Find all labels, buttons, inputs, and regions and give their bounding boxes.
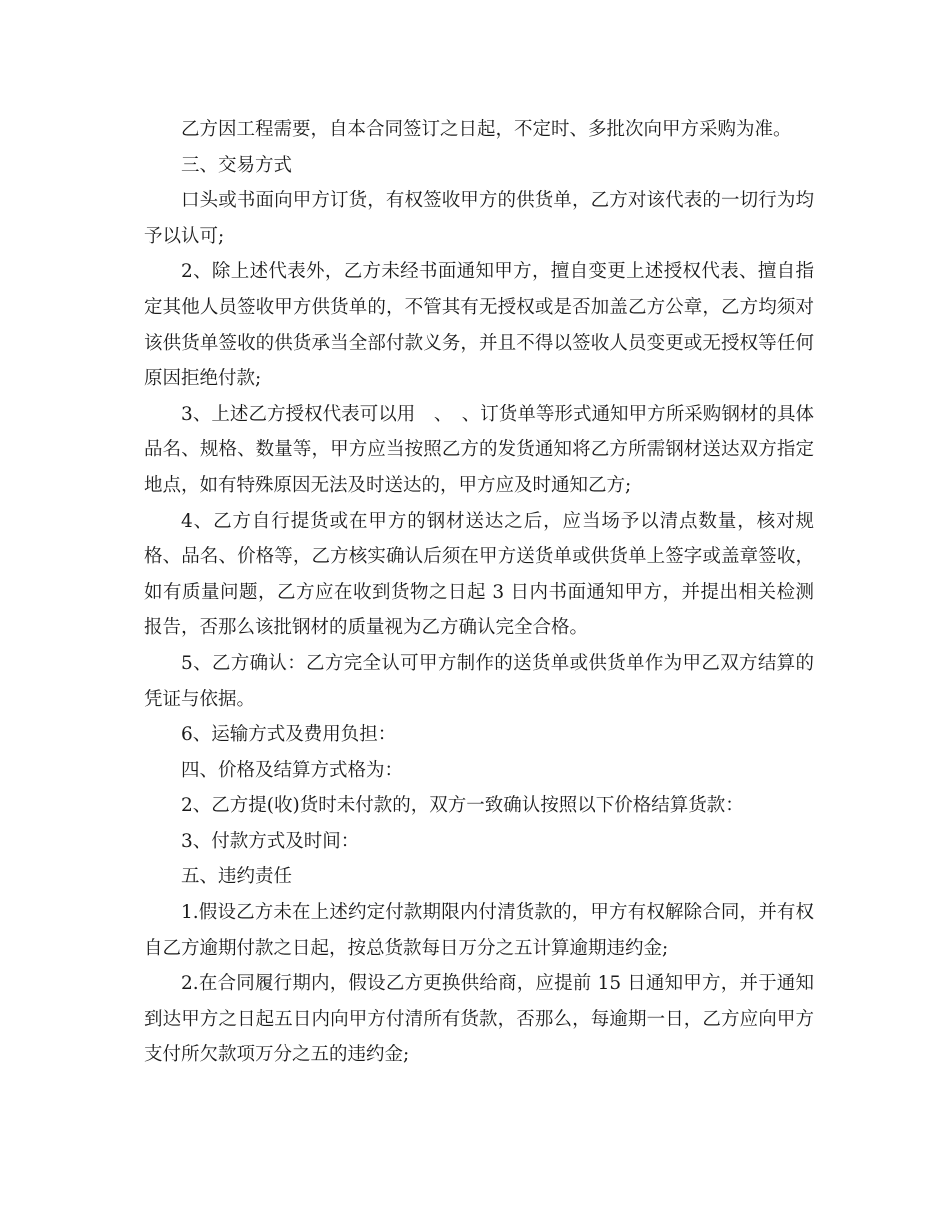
paragraph-liability-1: 1.假设乙方未在上述约定付款期限内付清货款的，甲方有权解除合同，并有权自乙方逾期付款之日起，按总货款每日万分之五计算逾期违约金;	[144, 902, 814, 959]
document-body	[144, 112, 814, 1073]
paragraph-clause-6-transport: 6、运输方式及费用负担：	[181, 724, 397, 746]
paragraph-clause-2-authorization: 2、除上述代表外，乙方未经书面通知甲方，擅自变更上述授权代表、擅自指定其他人员签收甲方供货单的，不管其有无授权或是否加盖乙方公章，乙方均须对该供货单签收的供货承当全部付款义务，并且不得以签收人员变更或无授权等任何原因拒绝付款;	[144, 261, 814, 390]
paragraph-clause-5-confirmation: 5、乙方确认：乙方完全认可甲方制作的送货单或供货单作为甲乙双方结算的凭证与依据。	[144, 652, 814, 710]
paragraph-price-clause-3: 3、付款方式及时间：	[181, 830, 360, 852]
heading-price-settlement: 四、价格及结算方式格为：	[181, 759, 404, 781]
heading-transaction-method: 三、交易方式	[181, 154, 293, 176]
paragraph-price-clause-2: 2、乙方提(收)货时未付款的，双方一致确认按照以下价格结算货款：	[181, 795, 744, 817]
paragraph-clause-4-inspection: 4、乙方自行提货或在甲方的钢材送达之后，应当场予以清点数量，核对规格、品名、价格等，乙方核实确认后须在甲方送货单或供货单上签字或盖章签收，如有质量问题，乙方应在收到货物之日起 3 日内书面通知甲方，并提出相关检测报告，否那么该批钢材的质量视为乙方确认完全合格。	[144, 510, 814, 639]
heading-liability: 五、违约责任	[181, 866, 293, 888]
paragraph-clause-3-notification: 3、上述乙方授权代表可以用 、 、订货单等形式通知甲方所采购钢材的具体品名、规格、数量等，甲方应当按照乙方的发货通知将乙方所需钢材送达双方指定地点，如有特殊原因无法及时送达的，甲方应及时通知乙方;	[144, 403, 814, 496]
paragraph-liability-2: 2.在合同履行期内，假设乙方更换供给商，应提前 15 日通知甲方，并于通知到达甲方之日起五日内向甲方付清所有货款，否那么，每逾期一日，乙方应向甲方支付所欠款项万分之五的违约金;	[144, 973, 814, 1066]
paragraph-ordering: 口头或书面向甲方订货，有权签收甲方的供货单，乙方对该代表的一切行为均予以认可;	[144, 190, 814, 247]
paragraph-purchase-schedule: 乙方因工程需要，自本合同签订之日起，不定时、多批次向甲方采购为准。	[181, 119, 792, 140]
